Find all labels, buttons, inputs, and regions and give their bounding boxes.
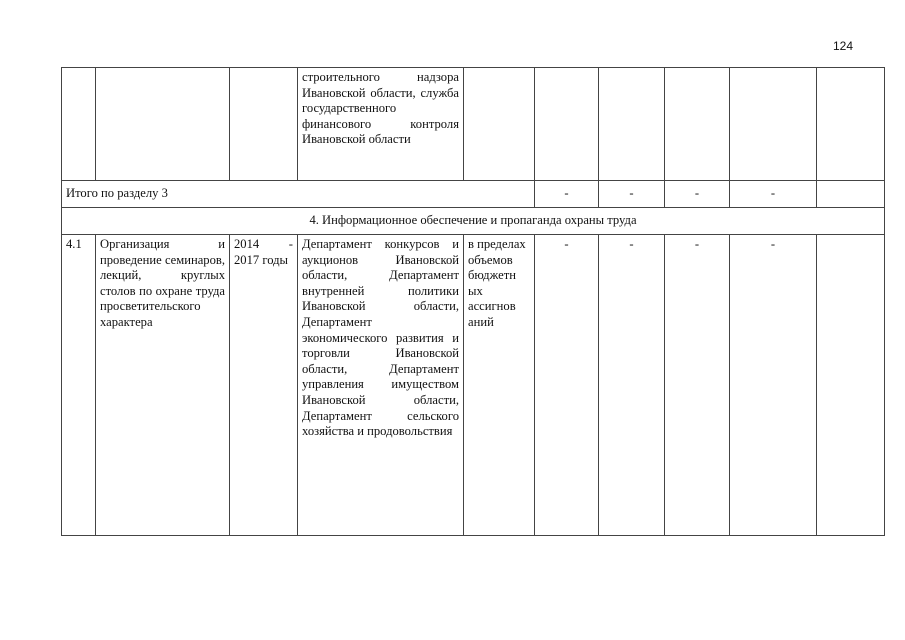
total-value-empty <box>817 181 885 208</box>
cell-value <box>535 68 599 181</box>
program-table <box>61 67 885 536</box>
cell-activity <box>96 68 230 181</box>
cell-value <box>599 68 665 181</box>
cell-value <box>665 68 730 181</box>
cell-activity: Организация и проведение семинаров, лекций, круглых столов по охране труда просветительского характера <box>96 235 230 536</box>
total-row <box>62 181 885 208</box>
cell-executor: строительного надзора Ивановской области, служба государственного финансового контроля Ивановской области <box>298 68 464 181</box>
cell-funding: в пределах объемов бюджетн ых ассигнов аний <box>464 235 535 536</box>
cell-value: - <box>599 235 665 536</box>
cell-value: - <box>535 235 599 536</box>
cell-period: 2014 - 2017 годы <box>230 235 298 536</box>
cell-value: - <box>730 235 817 536</box>
page-number: 124 <box>833 39 854 53</box>
total-value: - <box>599 181 665 208</box>
cell-period <box>230 68 298 181</box>
cell-value <box>730 68 817 181</box>
cell-value: - <box>665 235 730 536</box>
cell-funding <box>464 68 535 181</box>
total-value: - <box>665 181 730 208</box>
cell-value <box>817 68 885 181</box>
cell-num <box>62 68 96 181</box>
total-value: - <box>730 181 817 208</box>
section-heading: 4. Информационное обеспечение и пропаганда охраны труда <box>62 208 885 235</box>
cell-num: 4.1 <box>62 235 96 536</box>
total-value: - <box>535 181 599 208</box>
section-heading-row <box>62 208 885 235</box>
cell-value-empty <box>817 235 885 536</box>
table-row <box>62 235 885 536</box>
continued-row <box>62 68 885 181</box>
cell-executor: Департамент конкурсов и аукционов Ивановской области, Департамент внутренней политики Ивановской области, Департамент экономического развития и торговли Ивановской области, Департамент управления имуществом Ивановской области, Департамент сельского хозяйства и продовольствия <box>298 235 464 536</box>
total-label: Итого по разделу 3 <box>62 181 535 208</box>
